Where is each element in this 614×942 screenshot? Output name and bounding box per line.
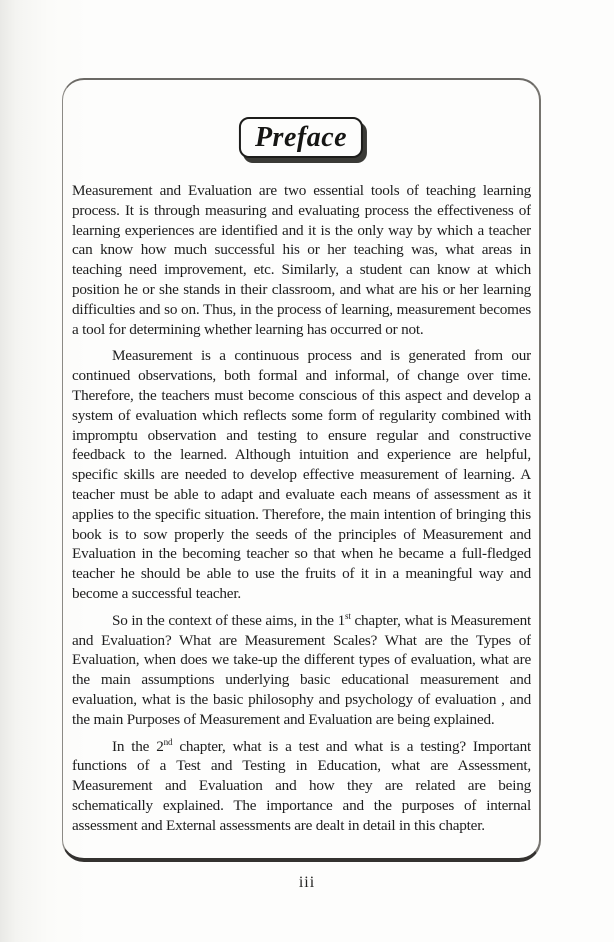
preface-title-box	[239, 117, 363, 158]
text-segment: chapter, what is a test and what is a testing? Important functions of a Test and Testing in Education, what are Assessment, Measurement and Evaluation and how they are related are being schematically explained. The importance and the purposes of internal assessment and External assessments are dealt in detail in this chapter.	[72, 737, 531, 834]
paragraph	[72, 181, 531, 339]
text-segment: In the 2	[112, 737, 164, 755]
preface-body	[72, 181, 531, 856]
text-segment: chapter, what is Measurement and Evaluation? What are Measurement Scales? What are the Types of Evaluation, when does we take-up the different types of evaluation, what are the main assumptions underlying basic educational measurement and evaluation, what is the basic philosophy and psychology of evaluation , and the main Purposes of Measurement and Evaluation are being explained.	[72, 611, 531, 728]
paragraph	[72, 611, 531, 730]
text-segment: So in the context of these aims, in the 1	[112, 611, 346, 629]
text-segment: Measurement and Evaluation are two essential tools of teaching learning process. It is through measuring and evaluating process the effectiveness of learning experiences are identified and it is the only way by which a teacher can know how much successful his or her teaching was, what areas in teaching need improvement, etc. Similarly, a student can know at which position he or she stands in their classroom, and what are his or her learning difficulties and so on. Thus, in the process of learning, measurement becomes a tool for determining whether learning has occurred or not.	[72, 182, 531, 338]
ordinal-superscript: st	[345, 610, 351, 621]
page-title: Preface	[254, 121, 348, 153]
page-frame	[62, 78, 541, 862]
text-segment: Measurement is a continuous process and is generated from our continued observations, both formal and informal, of change over time. Therefore, the teachers must become conscious of this aspect and develop a system of evaluation which reflects some form of regularity combined with impromptu observation and testing to ensure regular and constructive feedback to the learned. Although intuition and experience are helpful, specific skills are needed to develop effective measurement of learning. A teacher must be able to adapt and evaluate each means of assessment as it applies to the specific situation. Therefore, the main intention of bringing this book is to sow properly the seeds of the principles of Measurement and Evaluation in the becoming teacher so that when he became a full-fledged teacher he should be able to use the fruits of it in a meaningful way and become a successful teacher.	[72, 347, 531, 602]
ordinal-superscript: nd	[163, 736, 173, 747]
page-number: iii	[298, 874, 316, 891]
paragraph	[72, 346, 531, 603]
paragraph	[72, 737, 531, 836]
